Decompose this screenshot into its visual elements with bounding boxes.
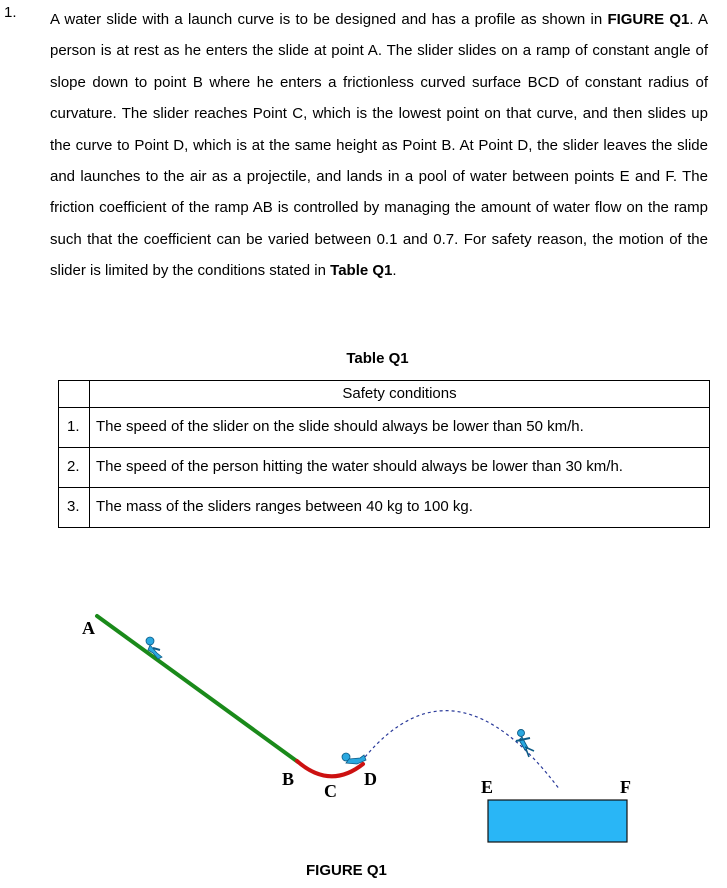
ramp-ab xyxy=(97,616,298,762)
table-header: Safety conditions xyxy=(90,381,710,408)
table-header-row xyxy=(59,381,710,408)
question-text-part2: . A person is at rest as he enters the slide at point A. The slider slides on a ramp of constant angle of slope down to point B where he enters a frictionless curved surface BCD of constant radius of curvature. The slider reaches Point C, which is the lowest point on that curve, and then slides up the curve to Point D, which is at the same height as Point B. At Point D, the slider leaves the slide and launches to the air as a projectile, and lands in a pool of water between points E and F. The friction coefficient of the ramp AB is controlled by managing the amount of water flow on the ramp such that the coefficient can be varied between 0.1 and 0.7. For safety reason, the motion of the slider is limited by the conditions stated in xyxy=(50,11,708,280)
pool xyxy=(488,800,627,842)
question-text xyxy=(50,4,708,287)
question-text-part3: . xyxy=(392,262,397,280)
label-a: A xyxy=(82,618,95,638)
figure-caption: FIGURE Q1 xyxy=(306,862,387,879)
table-row xyxy=(59,408,710,448)
row-condition: The speed of the person hitting the water should always be lower than 30 km/h. xyxy=(90,448,710,488)
table-reference: Table Q1 xyxy=(330,262,393,280)
row-number: 1. xyxy=(59,408,90,448)
label-c: C xyxy=(324,781,337,801)
figure-reference: FIGURE Q1 xyxy=(607,11,690,28)
row-number: 3. xyxy=(59,488,90,528)
person-in-air-icon xyxy=(516,730,534,758)
label-e: E xyxy=(481,777,494,797)
label-b: B xyxy=(282,769,295,789)
label-d: D xyxy=(364,769,377,789)
question-number: 1. xyxy=(4,4,17,21)
row-condition: The speed of the slider on the slide should always be lower than 50 km/h. xyxy=(90,408,710,448)
slide-figure xyxy=(0,600,727,888)
safety-table xyxy=(58,380,710,528)
question-text-part1: A water slide with a launch curve is to be designed and has a profile as shown in xyxy=(50,11,608,28)
table-row xyxy=(59,448,710,488)
table-row xyxy=(59,488,710,528)
row-condition: The mass of the sliders ranges between 40 kg to 100 kg. xyxy=(90,488,710,528)
label-f: F xyxy=(620,777,631,797)
table-header-blank xyxy=(59,381,90,408)
table-title: Table Q1 xyxy=(346,350,409,367)
row-number: 2. xyxy=(59,448,90,488)
